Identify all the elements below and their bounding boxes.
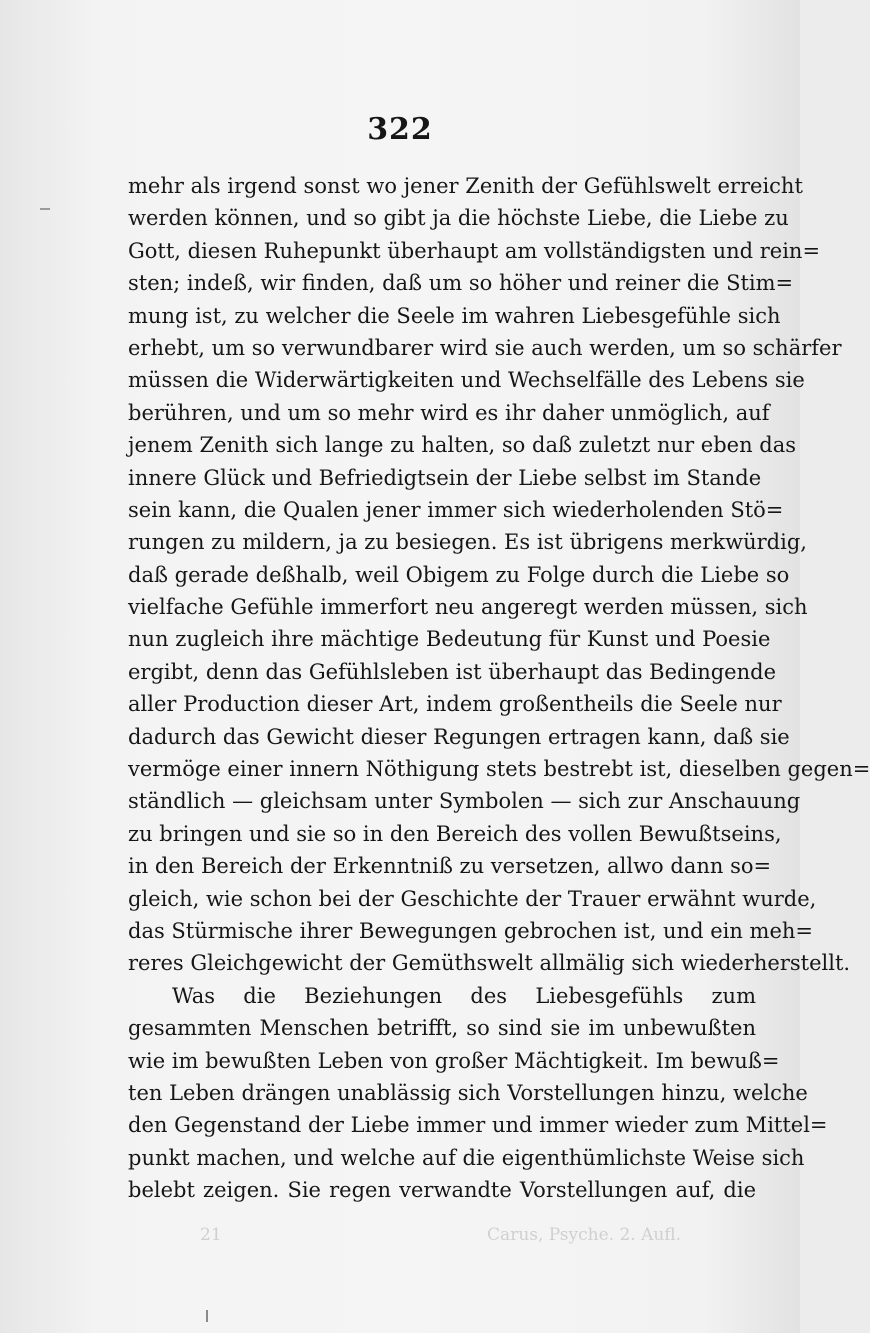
text-line: vielfache Gefühle immerfort neu angeregt werden müssen, sich [128, 595, 808, 620]
text-line: gleich, wie schon bei der Geschichte der Trauer erwähnt wurde, [128, 886, 817, 911]
text-line: das Stürmische ihrer Bewegungen gebrochen ist, und ein meh= [128, 918, 814, 943]
page-number: 322 [367, 112, 433, 147]
text-line: punkt machen, und welche auf die eigenthümlichste Weise sich [128, 1145, 805, 1170]
signature-text: Carus, Psyche. 2. Aufl. [487, 1225, 682, 1245]
text-line: werden können, und so gibt ja die höchste Liebe, die Liebe zu [128, 206, 789, 231]
text-line: gesammten Menschen betrifft, so sind sie im unbewußten [128, 1016, 756, 1041]
bottom-tick-mark [206, 1310, 208, 1322]
body-text [128, 170, 870, 1207]
text-line: den Gegenstand der Liebe immer und immer wieder zum Mittel= [128, 1113, 828, 1138]
text-line: in den Bereich der Erkenntniß zu versetzen, allwo dann so= [128, 854, 772, 879]
text-line: ergibt, denn das Gefühlsleben ist überhaupt das Bedingende [128, 659, 776, 684]
text-line: aller Production dieser Art, indem großentheils die Seele nur [128, 692, 782, 717]
text-line: zu bringen und sie so in den Bereich des vollen Bewußtseins, [128, 821, 782, 846]
text-line: dadurch das Gewicht dieser Regungen ertragen kann, daß sie [128, 724, 790, 749]
text-line: reres Gleichgewicht der Gemüthswelt allmälig sich wiederherstellt. [128, 951, 851, 976]
text-line: mehr als irgend sonst wo jener Zenith der Gefühlswelt erreicht [128, 174, 803, 198]
text-line: Was die Beziehungen des Liebesgefühls zum [172, 983, 756, 1008]
printer-signature [200, 1225, 720, 1245]
signature-number: 21 [200, 1225, 222, 1245]
margin-dash-mark [40, 208, 50, 210]
text-line: wie im bewußten Leben von großer Mächtigkeit. Im bewuß= [128, 1048, 780, 1073]
text-line: nun zugleich ihre mächtige Bedeutung für Kunst und Poesie [128, 627, 771, 652]
text-line: berühren, und um so mehr wird es ihr daher unmöglich, auf [128, 400, 770, 425]
text-line: Gott, diesen Ruhepunkt überhaupt am vollständigsten und rein= [128, 238, 821, 263]
text-line: ständlich — gleichsam unter Symbolen — sich zur Anschauung [128, 789, 801, 814]
text-line: belebt zeigen. Sie regen verwandte Vorstellungen auf, die [128, 1178, 756, 1203]
text-line: sein kann, die Qualen jener immer sich wiederholenden Stö= [128, 497, 784, 522]
text-line: ten Leben drängen unablässig sich Vorstellungen hinzu, welche [128, 1080, 808, 1105]
text-line: vermöge einer innern Nöthigung stets bestrebt ist, dieselben gegen= [128, 757, 870, 782]
text-line: innere Glück und Befriedigtsein der Liebe selbst im Stande [128, 465, 762, 490]
text-line: rungen zu mildern, ja zu besiegen. Es ist übrigens merkwürdig, [128, 530, 807, 555]
text-line: jenem Zenith sich lange zu halten, so daß zuletzt nur eben das [128, 433, 797, 458]
text-line: daß gerade deßhalb, weil Obigem zu Folge durch die Liebe so [128, 562, 790, 587]
text-line: sten; indeß, wir finden, daß um so höher und reiner die Stim= [128, 271, 794, 296]
text-line: mung ist, zu welcher die Seele im wahren Liebesgefühle sich [128, 303, 781, 328]
text-line: müssen die Widerwärtigkeiten und Wechselfälle des Lebens sie [128, 368, 805, 393]
text-line: erhebt, um so verwundbarer wird sie auch werden, um so schärfer [128, 335, 842, 360]
